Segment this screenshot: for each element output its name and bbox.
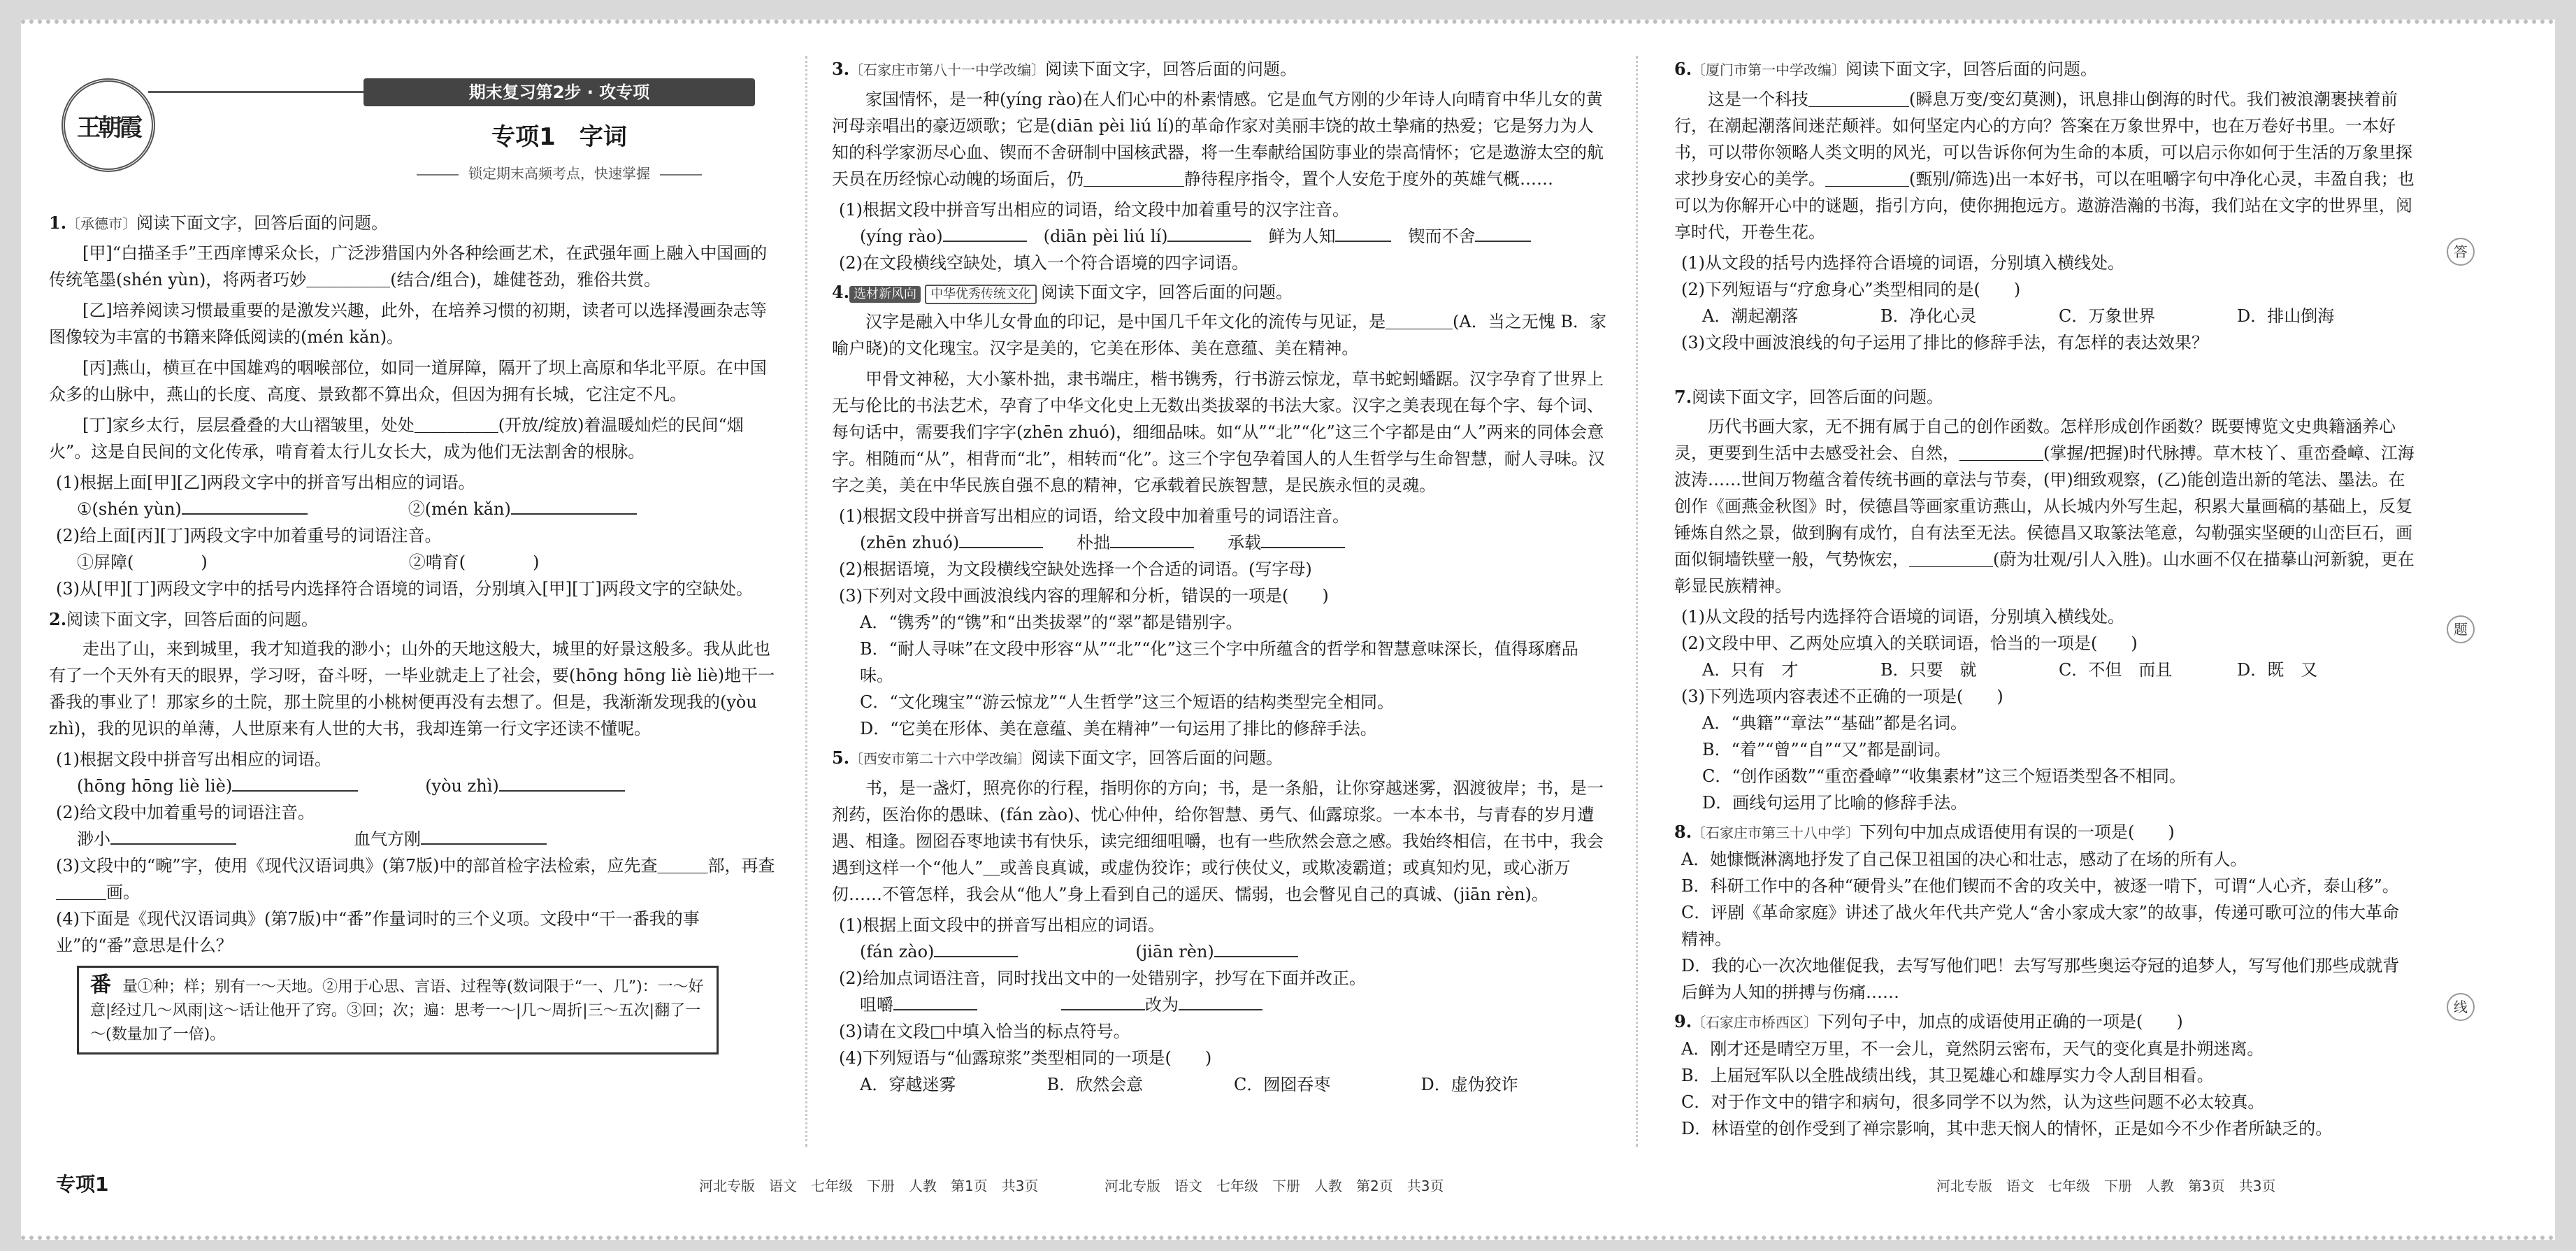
answer-blank[interactable]	[943, 224, 1027, 242]
question-number: 2.	[49, 609, 67, 629]
pinyin-prompt: ①(shén yùn)	[77, 499, 182, 519]
answer-blank[interactable]	[1261, 530, 1345, 548]
sub-question: (3)下列选项内容表述不正确的一项是( )	[1681, 687, 2003, 706]
page-title: 专项1 字词	[491, 123, 627, 151]
choice-options	[1702, 303, 2415, 329]
choice-option[interactable]: C．“文化瑰宝”“游云惊龙”“人生哲学”这三个短语的结构类型完全相同。	[860, 692, 1394, 712]
answer-blank[interactable]	[499, 773, 625, 792]
choice-option[interactable]: A．穿越迷雾	[860, 1075, 956, 1094]
sub-question: (3)从[甲][丁]两段文字中的括号内选择符合语境的词语，分别填入[甲][丁]两段文字的空缺处。	[56, 579, 753, 599]
passage: 历代书画大家，无不拥有属于自己的创作函数。怎样形成创作函数？既要博览文史典籍涵养心灵，更要到生活中去感受社会、自然，＿＿＿＿＿(掌握/把握)时代脉搏。草木枝丫、重峦叠嶂、江海波涛……世间万物蕴含着传统书画的章法与节奏，(甲)细致观察，(乙)能创造出新的笔法、墨法。在创作《画燕金秋图》时，侯德昌等画家重访燕山，从长城内外写生起，积累大量画稿的基础上，反复锤炼自然之景，做到胸有成竹，自有法至无法。侯德昌又取篆法笔意，勾勒强实坚硬的山峦巨石，画面似铜墙铁壁一般，气势恢宏，＿＿＿＿＿(蔚为壮观/引人入胜)。山水画不仅在描摹山河新貌，更在彰显民族精神。	[1674, 417, 2415, 596]
sub-question: (1)根据文段中拼音写出相应的词语。	[56, 750, 331, 769]
answer-blank[interactable]	[1335, 224, 1391, 242]
binding-mark: 线	[2447, 993, 2475, 1021]
answer-blank[interactable]	[959, 530, 1043, 548]
answer-blank[interactable]	[1167, 224, 1251, 242]
dictionary-definitions: 量①种；样；别有一～天地。②用于心思、言语、过程等(数词限于“一、几”)：一～好意|经过几～风雨|这～话让他开了窍。③回；次；遍：思考一～|几～周折|三～五次|翻了一～(数量加了一倍)。	[90, 978, 704, 1043]
sub-question: (3)文段中画波浪线的句子运用了排比的修辞手法，有怎样的表达效果？	[1681, 333, 2208, 352]
choice-option[interactable]: D．我的心一次次地催促我，去写写他们吧！去写写那些奥运夺冠的追梦人，写写他们那些成就背后鲜为人知的拼搏与伤痛……	[1681, 956, 2400, 1002]
question-source: 〔石家庄市第八十一中学改编〕	[849, 62, 1046, 78]
page-footer: 河北专版 语文 七年级 下册 人教 第2页 共3页	[1104, 1178, 1444, 1194]
trend-tag: 选材新风向	[849, 286, 921, 303]
question-stem: 下列句中加点成语使用有误的一项是( )	[1859, 822, 2175, 842]
sub-question: (2)给上面[丙][丁]两段文字中加着重号的词语注音。	[56, 526, 442, 545]
sub-question: (2)在文段横线空缺处，填入一个符合语境的四字词语。	[839, 253, 1249, 273]
dictionary-headword: 番	[90, 973, 111, 997]
choice-options	[860, 1071, 1608, 1098]
question-stem: 阅读下面文字，回答后面的问题。	[1045, 59, 1297, 79]
sub-question: (4)下面是《现代汉语词典》(第7版)中“番”作量词时的三个义项。文段中“干一番我的事业”的“番”意思是什么？	[56, 909, 700, 955]
choice-option[interactable]: D．既 又	[2237, 660, 2318, 680]
choice-option[interactable]: B．净化心灵	[1880, 306, 1977, 326]
column-2	[832, 56, 1608, 1098]
passage-jia: [甲]“白描圣手”王西庠博采众长，广泛涉猎国内外各种绘画艺术，在武强年画上融入中国画的传统笔墨(shén yùn)，将两者巧妙＿＿＿＿＿(结合/组合)，雄健苍劲，雅俗共赏。	[49, 243, 768, 289]
sub-question: (1)根据文段中拼音写出相应的词语，给文段中加着重号的词语注音。	[839, 506, 1349, 526]
sub-question: (2)根据语境，为文段横线空缺处选择一个合适的词语。(写字母)	[839, 559, 1312, 579]
word-prompt: ①屏障( )	[77, 552, 208, 572]
answer-blank[interactable]	[232, 773, 358, 792]
passage: 书，是一盏灯，照亮你的行程，指明你的方向；书，是一条船，让你穿越迷雾，泅渡彼岸；书，是一剂药，医治你的愚昧、(fán zào)、忧心仲仲，给你智慧、勇气、仙露琼浆。一本本书，与青春的岁月遭遇、相逢。囫囵吞枣地读书有快乐，读完细细咀嚼，也有一些欣然会意之感。我始终相信，在书中，我会遇到这样一个“他人”＿或善良真诚，或虚伪狡诈；或行侠仗义，或欺凌霸道；或真知灼见，或心浙万仞……不管怎样，我会从“他人”身上看到自己的遥厌、懦弱，也会瞥见自己的真诚、(jiān rèn)。	[832, 778, 1604, 904]
sub-question: (1)从文段的括号内选择符合语境的词语，分别填入横线处。	[1681, 607, 2124, 627]
choice-option[interactable]: C．万象世界	[2059, 306, 2156, 326]
word-prompt: 咀嚼	[860, 995, 893, 1015]
choice-option[interactable]: A．“典籍”“章法”“基础”都是名词。	[1702, 713, 1967, 733]
question-number: 8.	[1674, 822, 1692, 842]
answer-blank[interactable]	[934, 939, 1018, 957]
choice-option[interactable]: B．科研工作中的各种“硬骨头”在他们锲而不舍的攻关中，被逐一啃下，可谓“人心齐，泰山移”。	[1681, 876, 2399, 896]
pinyin-prompt: ②(mén kǎn)	[408, 499, 511, 519]
sub-question: (4)下列短语与“仙露琼浆”类型相同的一项是( )	[839, 1048, 1212, 1068]
word-prompt: 朴拙	[1077, 533, 1111, 552]
question-stem: 阅读下面文字，回答后面的问题。	[136, 213, 389, 233]
question-source: 〔承德市〕	[66, 215, 137, 232]
passage: 汉字是融入中华儿女骨血的印记，是中国几千年文化的流传与见证，是＿＿＿＿(A．当之无愧 B．家喻户晓)的文化瑰宝。汉字是美的，它美在形体、美在意蕴、美在精神。	[832, 312, 1606, 358]
choice-option[interactable]: D．“它美在形体、美在意蕴、美在精神”一句运用了排比的修辞手法。	[860, 719, 1377, 738]
pinyin-prompt: (yíng rào)	[860, 227, 943, 246]
pinyin-prompt: (fán zào)	[860, 942, 935, 962]
choice-option[interactable]: A．刚才还是晴空万里，不一会儿，竟然阴云密布，天气的变化真是扑朔迷离。	[1681, 1039, 2264, 1059]
pinyin-prompt: (hōng hōng liè liè)	[77, 776, 233, 796]
pinyin-prompt: (jiān rèn)	[1135, 942, 1214, 962]
question-source: 〔石家庄市第三十八中学〕	[1692, 824, 1860, 841]
sub-question: (1)根据上面[甲][乙]两段文字中的拼音写出相应的词语。	[56, 473, 475, 492]
binding-mark: 题	[2447, 615, 2475, 643]
column-1	[49, 210, 783, 1055]
question-stem: 阅读下面文字，回答后面的问题。	[1031, 748, 1283, 768]
sub-question: (2)下列短语与“疗愈身心”类型相同的是( )	[1681, 280, 2021, 299]
sub-question: (1)从文段的括号内选择符合语境的词语，分别填入横线处。	[1681, 253, 2124, 273]
binding-mark: 答	[2447, 238, 2475, 266]
sub-question: (2)文段中甲、乙两处应填入的关联词语，恰当的一项是( )	[1681, 634, 2138, 653]
answer-blank[interactable]	[1110, 530, 1194, 548]
answer-blank[interactable]	[1179, 992, 1262, 1010]
dictionary-entry	[77, 966, 719, 1055]
passage: 家国情怀，是一种(yíng rào)在人们心中的朴素情感。它是血气方刚的少年诗人向晴育中华儿女的黄河母亲唱出的豪迈颂歌；它是(diān pèi liú lí)的革命作家对美丽丰饶的故土挚痛的热爱；它是努力为人知的科学家沥尽心血、锲而不舍研制中国核武器，将一生奉献给国防事业的崇高情怀；它是遨游太空的航天员在历经惊心动魄的场面后，仍＿＿＿＿＿＿静待程序指令，置个人安危于度外的英雄气概……	[832, 90, 1604, 189]
question-stem: 阅读下面文字，回答后面的问题。	[1692, 387, 1944, 407]
section-page-mark: 专项1	[56, 1173, 109, 1196]
question-stem: 下列句子中，加点的成语使用正确的一项是( )	[1818, 1012, 2183, 1031]
choice-option[interactable]: B．上届冠军队以全胜战绩出线，其卫冕雄心和雄厚实力令人刮目相看。	[1681, 1066, 2214, 1085]
choice-option[interactable]: C．不但 而且	[2059, 660, 2173, 680]
page-footer: 河北专版 语文 七年级 下册 人教 第1页 共3页	[699, 1178, 1039, 1194]
sub-question: (3)请在文段□中填入恰当的标点符号。	[839, 1022, 1130, 1041]
publisher-logo: 王朝霞	[62, 78, 155, 172]
pinyin-prompt: (zhēn zhuó)	[860, 533, 960, 552]
question-stem: 阅读下面文字，回答后面的问题。	[1041, 283, 1293, 302]
word-prompt: 锲而不舍	[1408, 227, 1476, 246]
passage: 走出了山，来到城里，我才知道我的渺小；山外的天地这般大，城里的好景这般多。我从此也有了一个天外有天的眼界，学习呀，奋斗呀，一毕业就走上了社会，要(hōng hōng liè liè)地干一番我的事业了！那家乡的土院，那土院里的小桃树便再没有去想了。但是，我渐渐发现我的(yòu zhì)，我的见识的单薄，人世原来有人世的大书，我却连第一行文字还读不懂呢。	[49, 639, 775, 738]
sub-question: (3)下列对文段中画波浪线内容的理解和分析，错误的一项是( )	[839, 586, 1329, 606]
answer-blank[interactable]	[110, 827, 236, 845]
choice-options	[1702, 657, 2415, 683]
word-prompt: ②啃育( )	[408, 552, 540, 572]
passage-ding: [丁]家乡太行，层层叠叠的大山褶皱里，处处＿＿＿＿＿(开放/绽放)着温暖灿烂的民间“烟火”。这是自民间的文化传承，啃育着太行儿女长大，成为他们无法割舍的根脉。	[49, 415, 744, 462]
column-divider	[805, 56, 807, 1147]
choice-option[interactable]: D．虚伪狡诈	[1420, 1075, 1518, 1094]
passage-bing: [丙]燕山，横亘在中国雄鸡的咽喉部位，如同一道屏障，隔开了坝上高原和华北平原。在中国众多的山脉中，燕山的长度、高度、景致都不算出众，但因为拥有长城，它注定不凡。	[49, 358, 767, 404]
answer-blank[interactable]	[1475, 224, 1531, 242]
passage-yi: [乙]培养阅读习惯最重要的是激发兴趣，此外，在培养习惯的初期，读者可以选择漫画杂志等图像较为丰富的书籍来降低阅读的(mén kǎn)。	[49, 301, 767, 347]
question-source: 〔西安市第二十六中学改编〕	[849, 750, 1032, 767]
pinyin-prompt: (yòu zhì)	[425, 776, 499, 796]
review-step-banner: 期末复习第2步 · 攻专项	[364, 78, 755, 106]
word-prompt: 承载	[1228, 533, 1262, 552]
question-source: 〔石家庄市桥西区〕	[1692, 1014, 1818, 1031]
answer-blank[interactable]	[421, 827, 547, 845]
sub-question: (1)根据上面文段中的拼音写出相应的词语。	[839, 915, 1165, 935]
question-number: 4.	[832, 282, 850, 302]
sub-question: (2)给加点词语注音，同时找出文中的一处错别字，抄写在下面并改正。	[839, 968, 1366, 988]
choice-option[interactable]: A．潮起潮落	[1702, 306, 1799, 326]
choice-option[interactable]: C．囫囵吞枣	[1234, 1075, 1331, 1094]
choice-option[interactable]: C．“创作函数”“重峦叠嶂”“收集素材”这三个短语类型各不相同。	[1702, 766, 2186, 786]
answer-blank[interactable]	[1214, 939, 1298, 957]
choice-option[interactable]: A．“镌秀”的“镌”和“出类拔翠”的“翠”都是错别字。	[860, 613, 1243, 632]
topic-tag: 中华优秀传统文化	[925, 285, 1037, 304]
word-prompt: 血气方刚	[354, 829, 421, 849]
answer-blank[interactable]	[511, 496, 637, 515]
word-prompt: 鲜为人知	[1268, 227, 1336, 246]
sub-question: (1)根据文段中拼音写出相应的词语，给文段中加着重号的汉字注音。	[839, 200, 1349, 220]
question-number: 5.	[832, 748, 850, 768]
passage: 甲骨文神秘，大小篆朴拙，隶书端庄，楷书镌秀，行书游云惊龙，草书蛇蚓蟠踞。汉字孕育了世界上无与伦比的书法艺术，孕育了中华文化史上无数出类拔翠的书法大家。汉字之美表现在每个字、每个词、每句话中，需要我们字字(zhēn zhuó)，细细品味。如“从”“北”“化”这三个字都是由“人”两来的同体会意字。相随而“从”，相背而“北”，相转而“化”。这三个字包孕着国人的人生哲学与生命智慧，耐人寻味。汉字之美，美在中华民族自强不息的精神，它承载着民族智慧，是民族永恒的灵魂。	[832, 369, 1605, 495]
column-divider	[1636, 56, 1638, 1147]
sub-question: (2)给文段中加着重号的词语注音。	[56, 803, 315, 822]
question-number: 9.	[1674, 1011, 1692, 1031]
choice-option[interactable]: A．只有 才	[1702, 660, 1799, 680]
choice-option[interactable]: B．“着”“曾”“自”“又”都是副词。	[1702, 740, 1951, 759]
choice-option[interactable]: C．评剧《革命家庭》讲述了战火年代共产党人“舍小家成大家”的故事，传递可歌可泣的伟大革命精神。	[1681, 903, 2399, 949]
passage: 这是一个科技＿＿＿＿＿＿(瞬息万变/变幻莫测)，讯息排山倒海的时代。我们被浪潮裹挟着前行，在潮起潮落间迷茫颠袢。如何坚定内心的方向？答案在万象世界中，也在万卷好书里。一本好书，可以带你领略人类文明的风光，可以告诉你何为生命的本质，可以启示你如何于生活的万象里探求抄身安心的美学。＿＿＿＿＿(甄别/筛选)出一本好书，可以在咀嚼字句中净化心灵，丰盈自我；也可以为你解开心中的谜题，指引方向，使你拥抱远方。遨游浩瀚的书海，我们站在文字的世界里，阅享时代，开卷生花。	[1674, 90, 2415, 242]
correction-label: 改为	[1145, 995, 1179, 1015]
choice-option[interactable]: B．只要 就	[1880, 660, 1977, 680]
choice-option[interactable]: B．欣然会意	[1046, 1075, 1144, 1094]
choice-option[interactable]: D．画线句运用了比喻的修辞手法。	[1702, 793, 1968, 813]
choice-option[interactable]: A．她慷慨淋漓地抒发了自己保卫祖国的决心和壮志，感动了在场的所有人。	[1681, 850, 2247, 869]
column-3	[1674, 56, 2415, 1142]
answer-blank[interactable]	[1061, 992, 1145, 1010]
choice-option[interactable]: C．对于作文中的错字和病句，很多同学不以为然，认为这些问题不必太较真。	[1681, 1092, 2265, 1112]
pinyin-prompt: (diān pèi liú lí)	[1043, 227, 1168, 246]
answer-blank[interactable]	[893, 992, 977, 1010]
header-rule	[148, 91, 364, 93]
sub-question: (3)文段中的“畹”字，使用《现代汉语词典》(第7版)中的部首检字法检索，应先查＿＿＿部，再查＿＿＿画。	[56, 856, 775, 902]
question-stem: 阅读下面文字，回答后面的问题。	[1845, 59, 2098, 79]
choice-option[interactable]: B．“耐人寻味”在文段中形容“从”“北”“化”这三个字中所蕴含的哲学和智慧意味深长，值得琢磨品味。	[860, 639, 1578, 685]
question-number: 7.	[1674, 387, 1692, 407]
question-source: 〔厦门市第一中学改编〕	[1692, 62, 1846, 78]
word-prompt: 渺小	[77, 829, 110, 849]
question-number: 3.	[832, 59, 850, 79]
page-footer: 河北专版 语文 七年级 下册 人教 第3页 共3页	[1936, 1178, 2276, 1194]
question-number: 1.	[49, 213, 67, 233]
answer-blank[interactable]	[182, 496, 308, 515]
question-stem: 阅读下面文字，回答后面的问题。	[66, 610, 319, 629]
choice-option[interactable]: D．排山倒海	[2237, 306, 2335, 326]
question-number: 6.	[1674, 59, 1692, 79]
choice-option[interactable]: D．林语堂的创作受到了禅宗影响，其中悲天悯人的情怀，正是如今不少作者所缺乏的。	[1681, 1119, 2333, 1138]
page-subtitle: 锁定期末高频考点，快速掌握	[364, 162, 755, 183]
